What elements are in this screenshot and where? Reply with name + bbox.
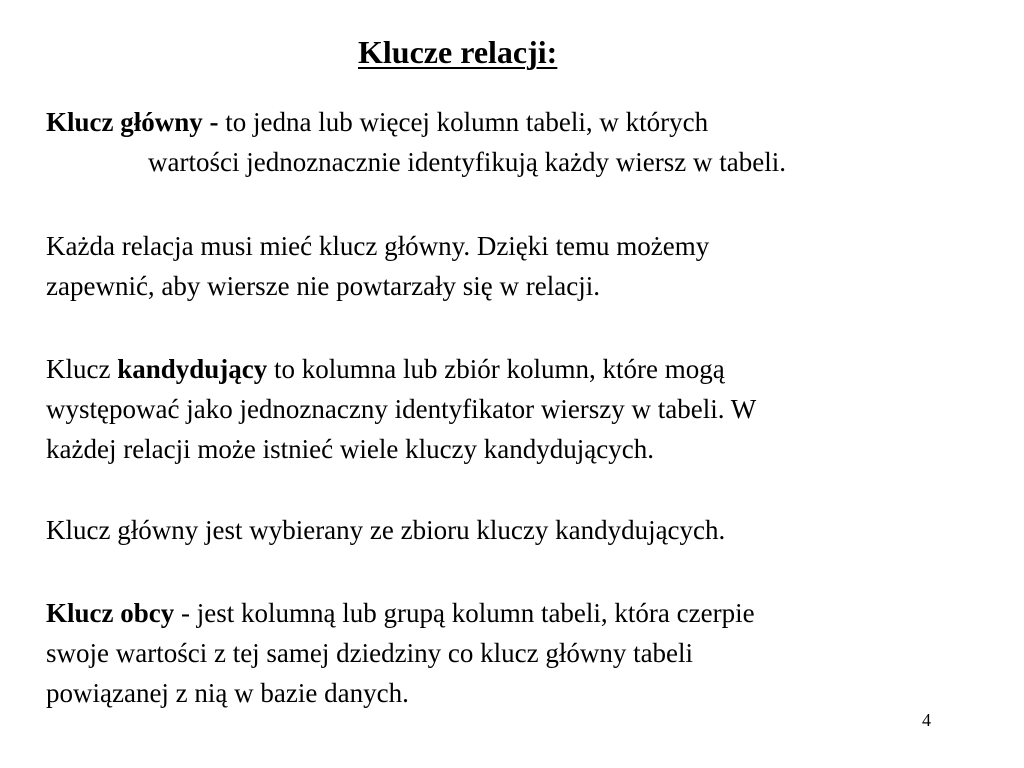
primary-key-line-2: wartości jednoznacznie identyfikują każdy wiersz w tabeli.	[148, 147, 786, 177]
foreign-key-line-1	[46, 593, 991, 633]
foreign-key-line-3: powiązanej z nią w bazie danych.	[46, 678, 409, 708]
primary-key-line-1	[46, 102, 991, 142]
primary-key-definition	[46, 102, 991, 182]
slide-title: Klucze relacji:	[358, 34, 558, 70]
foreign-key-term: Klucz obcy	[46, 598, 175, 628]
page-number: 4	[922, 710, 931, 730]
candidate-key-definition	[46, 349, 991, 469]
candidate-key-line-1-text: to kolumna lub zbiór kolumn, które mogą	[267, 354, 725, 384]
foreign-key-definition	[46, 593, 991, 713]
primary-key-term: Klucz główny -	[46, 107, 219, 137]
primary-key-requirement	[46, 226, 991, 306]
candidate-key-line-3: każdej relacji może istnieć wiele kluczy kandydujących.	[46, 434, 654, 464]
foreign-key-line-2: swoje wartości z tej samej dziedziny co klucz główny tabeli	[46, 638, 694, 668]
candidate-key-prefix: Klucz	[46, 354, 118, 384]
primary-key-selection	[46, 510, 991, 550]
candidate-key-term: kandydujący	[117, 354, 268, 384]
requirement-line-1: Każda relacja musi mieć klucz główny. Dzięki temu możemy	[46, 231, 710, 261]
primary-key-line-1-text: to jedna lub więcej kolumn tabeli, w których	[218, 107, 709, 137]
foreign-key-line-1-text: - jest kolumną lub grupą kolumn tabeli, która czerpie	[174, 598, 755, 628]
selection-line-1: Klucz główny jest wybierany ze zbioru kluczy kandydujących.	[46, 515, 726, 545]
candidate-key-line-2: występować jako jednoznaczny identyfikator wierszy w tabeli. W	[46, 394, 757, 424]
candidate-key-line-1	[46, 349, 991, 389]
requirement-line-2: zapewnić, aby wiersze nie powtarzały się w relacji.	[46, 271, 600, 301]
